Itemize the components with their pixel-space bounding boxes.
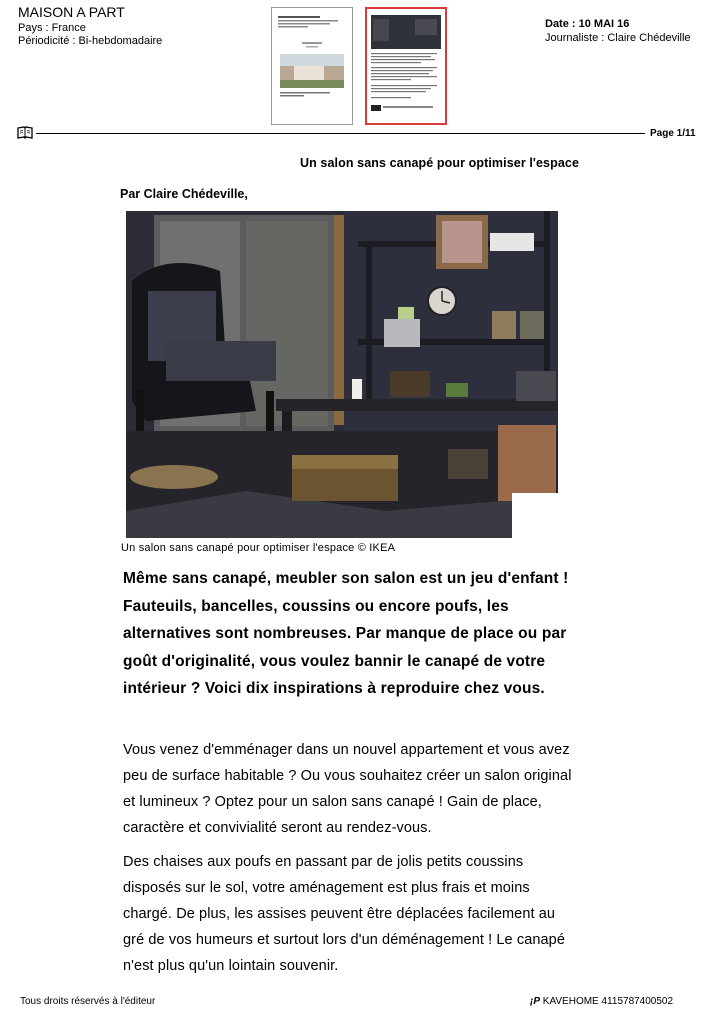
press-logo-icon: ¡P (530, 996, 540, 1007)
article-headline: Un salon sans canapé pour optimiser l'espace (300, 156, 579, 170)
footer-rights: Tous droits réservés à l'éditeur (20, 996, 156, 1007)
page-thumbnail-1-preview (272, 8, 352, 124)
date-block (545, 17, 691, 45)
document-icon (17, 126, 33, 140)
page-number: Page 1/11 (650, 128, 696, 139)
page-thumbnail-2[interactable] (365, 7, 447, 125)
article-date: Date : 10 MAI 16 (545, 18, 630, 30)
article-byline: Par Claire Chédeville, (120, 187, 248, 201)
footer-reference-block (530, 996, 673, 1007)
page-thumbnail-2-preview (367, 9, 445, 123)
journalist: Journaliste : Claire Chédeville (545, 32, 691, 44)
page-thumbnail-1[interactable] (271, 7, 353, 125)
publication-name: MAISON A PART (18, 4, 125, 20)
article-paragraph-1: Vous venez d'emménager dans un nouvel appartement et vous avez peu de surface habitable ? Ou vous souhaitez créer un salon original et lumineux ? Optez pour un salon sans canapé ! Gain de place, caractère et convivialité seront au rendez-vous. (123, 742, 572, 836)
article-lead: Même sans canapé, meubler son salon est un jeu d'enfant ! Fauteuils, bancelles, coussins ou encore poufs, les alternatives sont nombreuses. Par manque de place ou par goût d'originalité, vous voulez bannir le canapé de votre intérieur ? Voici dix inspirations à reproduire chez vous. (123, 570, 569, 697)
photo-caption: Un salon sans canapé pour optimiser l'espace © IKEA (121, 542, 396, 554)
publication-country: Pays : France (18, 22, 86, 34)
article-paragraph-2: Des chaises aux poufs en passant par de jolis petits coussins disposés sur le sol, votre aménagement est plus frais et moins chargé. De plus, les assises peuvent être déplacées facilement au gré de vos humeurs et surtout lors d'un déménagement ! Le canapé n'est plus qu'un lointain souvenir. (123, 854, 566, 974)
footer-reference: KAVEHOME 4115787400502 (542, 996, 674, 1007)
header-rule (36, 133, 645, 134)
article-photo (126, 211, 558, 538)
publication-periodicity: Périodicité : Bi-hebdomadaire (18, 35, 163, 47)
